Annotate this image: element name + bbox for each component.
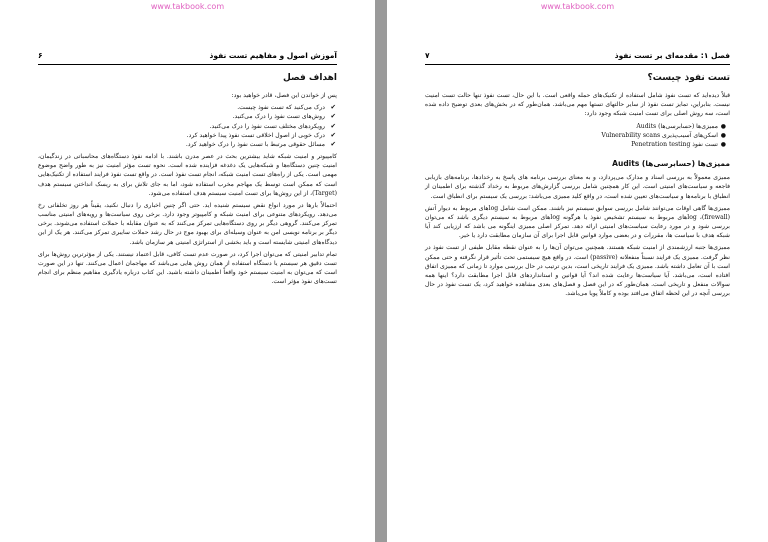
paragraph: کامپیوتر و امنیت شبکه شاید بیشترین بحث در عصر مدرن باشند. با ادامه نفوذ دستگاه‌های محاسباتی در زندگیمان، امنیت چنین دستگاه‌ها و شبکه‌هایی یک دغدغه فزاینده شده است. نحوه تست مؤثر امنیت نیز به طور واضح موضوع مهمی است. یکی از راه‌های تست امنیت شبکه، انجام تست نفوذ است. در واقع تست نفوذ فرایند استفاده از تکنیک‌هایی است که ممکن است توسط یک مهاجم مخرب استفاده شود، اما به جای تلاش برای به ریسک انداختن سیستم هدف (Target)، از این روش‌ها برای تست امنیت سیستم هدف استفاده می‌شود. [38,153,337,197]
header-title: آموزش اصول و مفاهیم تست نفوذ [209,51,337,60]
methods-list [425,122,730,149]
check-icon: ✔ [330,139,336,148]
paragraph: تمام تدابیر امنیتی که می‌توان اجرا کرد، در صورت عدم تست کافی، قابل اعتماد نیستند. یکی از مؤثرترین روش‌ها برای تست دقیق هر سیستم یا دستگاه استفاده از همان روش هایی می‌باشد که مهاجمان اعمال می‌کنند. تنها در این صورت است که می‌توان به امنیت سیستم خود واقعاً اطمینان داشته باشید. این کتاب درباره یادگیری مفاهیم منظم برای انجام تست‌های نفوذ مؤثر است. [38,250,337,286]
bullet-icon: ● [720,140,726,148]
paragraph: ممیزی‌ها گاهی اوقات می‌توانند شامل بررسی سوابق سیستم نیز باشند. ممکن است شامل logهای مربوط به دیوار آتش (firewall)، logهای مربوط به سیستم تشخیص نفوذ یا هرگونه logهای مربوط به سیستم دیگری باشد که می‌توان بررسی شود و در مورد رعایت سیاست‌های امنیتی ارائه دهد. تمرکز اصلی ممیزی اینگونه می باشد که ارزیابی کند آیا شبکه هدف با سیاست ها، مقررات و در بعضی موارد قوانین قابل اجرا برای آن سازمان مطابقت دارد یا خیر. [425,204,731,240]
objectives-list [38,103,337,149]
watermark: www.takbook.com [150,2,225,11]
check-icon: ✔ [330,121,336,130]
left-page [0,0,375,542]
page-number: ۷ [425,51,430,60]
paragraph: ممیزی معمولاً به بررسی اسناد و مدارک می‌پردازد، و به معنای بررسی برنامه های پاسخ به رخدادها، برنامه‌های بازیابی فاجعه و سیاست‌های امنیتی است. این کار همچنین شامل بررسی گزارش‌های مربوط به رخداد گذشته برای اطمینان از انطباق با برنامه‌ها و سیاست‌های تعیین شده است، در واقع کلید ممیزی می‌باشد: بررسی یک سیستم برای انطباق است. [425,174,730,200]
check-icon: ✔ [330,112,336,121]
paragraph: ممیزی‌ها جنبه ارزشمندی از امنیت شبکه هستند. همچنین می‌توان آن‌ها را به عنوان نقطه مقابل طیفی از تست نفوذ در نظر گرفت. ممیزی یک فرایند نسبتاً منفعلانه (passive) است. در واقع هیچ سیستمی تحت تأثیر قرار نگرفته و حتی ممکن است با آن تعامل داشته باشد. ممیزی یک فرایند تاریخی است، بدین ترتیب در حال بررسی موارد تا زمانی که ممیزی اتفاق افتاده است، می‌باشد. آیا سیاست‌ها رعایت شده اند؟ آیا قوانین و استانداردهای قابل اجرا مطابقت دارد؟ اینها همه سوالات منفعل و تاریخی است. همان‌طور که در این فصل و فصل‌های بعدی مشاهده خواهید کرد، یک تست نفوذ در حال بررسی آنچه در این لحظه اتفاق می‌افتد بوده و کاملاً پویا می‌باشد. [425,244,731,298]
header-title: فصل ۱: مقدمه‌ای بر تست نفوذ [614,51,730,60]
objective-item: ✔ رویکردهای مختلف تست نفوذ را درک می‌کنید. [209,121,336,130]
paragraph: احتمالاً بارها در مورد انواع نقض سیستم شنیده اید. حتی اگر چنین اخباری را دنبال نکنید، یقیناً هر روز تخلفاتی رخ می‌دهد. رویکردهای متنوعی برای امنیت شبکه و کامپیوتر وجود دارد. برخی روی سیاست‌ها و رویه‌های امنیتی مناسب تمرکز می‌کنند. گروهی دیگر بر روی دستگاه‌هایی تمرکز می‌کنند که به عنوان مقابله با حملات استفاده می‌شوند. برخی دیگر بر برنامه نویسی امن به عنوان وسیله‌ای برای بهبود موج در حال رشد حملات سایبری تمرکز می‌کنند. هر یک از این دیدگاه‌های امنیتی شایسته است و باید بخشی از استراتژی امنیتی هر سازمان باشد. [38,201,337,246]
running-header [425,50,730,65]
running-header [38,50,337,65]
objective-item: ✔ درک می‌کنید که تست نفوذ چیست. [237,103,336,112]
page-number: ۶ [38,51,43,60]
section-heading: اهداف فصل [283,73,337,83]
paragraph: قبلاً دیده‌اید که تست نفوذ شامل استفاده از تکنیک‌های حمله واقعی است. با این حال، تست نفوذ تنها حالت تست امنیت نیست. بنابراین، تمایز تست نفوذ از سایر حالتهای تستها مهم می‌باشد. همان‌طور که در بخش‌های بعدی توضیح داده شده است، سه روش اصلی برای تست امنیت شبکه وجود دارد: [425,92,730,118]
objective-item: ✔ روش‌های تست نفوذ را درک می‌کنید. [232,112,336,121]
bullet-icon: ● [720,122,726,130]
list-item: ● تست نفوذ Penetration testing [631,140,726,148]
section-heading: تست نفوذ چیست؟ [647,73,730,83]
list-item: ● ممیزی‌ها (حسابرسی‌ها) Audits [636,122,726,130]
intro-text: پس از خواندن این فصل، قادر خواهید بود: [231,92,337,100]
watermark: www.takbook.com [540,2,615,11]
objective-item: ✔ درک خوبی از اصول اخلاقی تست نفوذ پیدا خواهید کرد. [186,130,336,139]
subsection-heading: ممیزی‌ها (حسابرسی‌ها) Audits [612,159,730,169]
check-icon: ✔ [330,130,336,139]
page-body [38,70,337,289]
objective-item: ✔ مسائل حقوقی مرتبط با تست نفوذ را درک خواهید کرد. [185,139,336,148]
list-item: ● اسکن‌های آسیب‌پذیری Vulnerability scans [601,131,726,139]
page-body [425,70,730,301]
bullet-icon: ● [720,131,726,139]
check-icon: ✔ [330,103,336,112]
right-page [387,0,768,542]
